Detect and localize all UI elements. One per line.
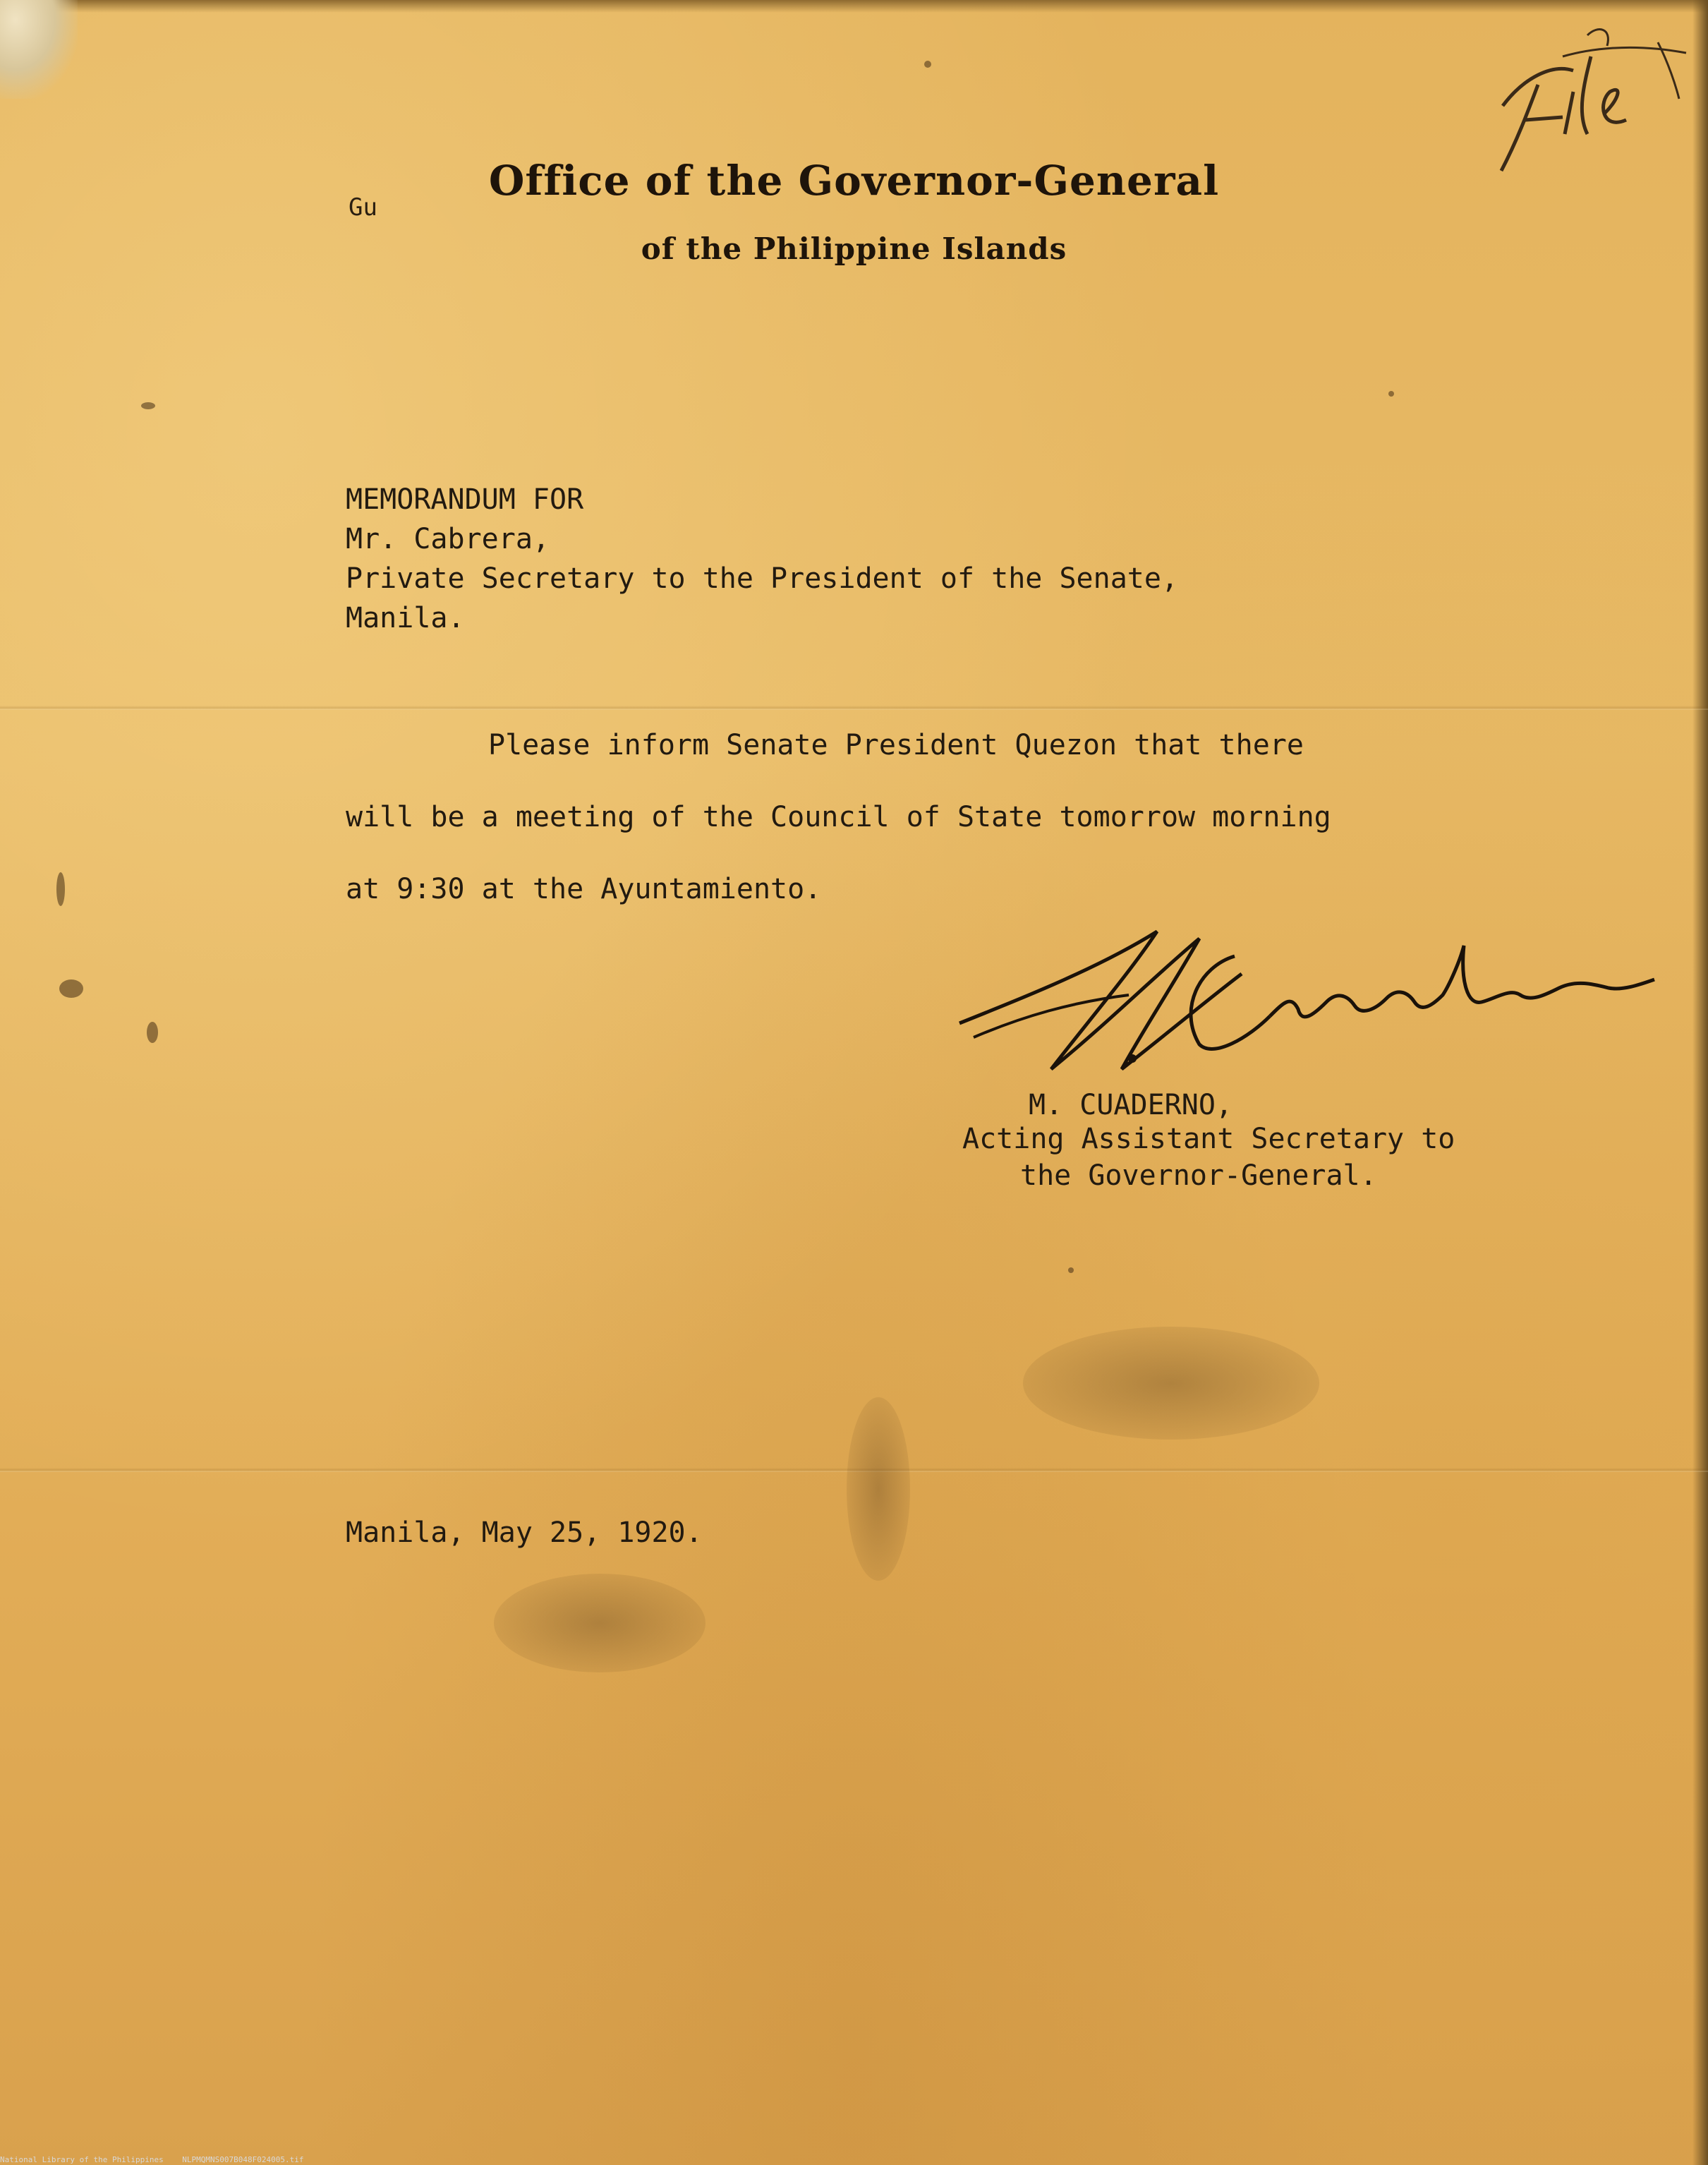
signer-name: M. CUADERNO, [1029, 1089, 1232, 1121]
paper-fold-line [0, 706, 1708, 710]
handwritten-file-note-drawing [1446, 14, 1708, 176]
paper-smudge [847, 1397, 910, 1581]
memo-addressee-name: Mr. Cabrera, [346, 523, 550, 555]
ink-stain [56, 872, 65, 906]
paper-right-edge [1692, 0, 1708, 2165]
ink-stain [147, 1022, 158, 1043]
memo-body-line: at 9:30 at the Ayuntamiento. [346, 873, 822, 905]
typist-initials: Gu [349, 193, 377, 222]
ink-speck [141, 402, 155, 409]
paper-smudge [1023, 1327, 1319, 1440]
memo-addressee-title: Private Secretary to the President of the Senate, [346, 562, 1179, 595]
letterhead-office-subtitle: of the Philippine Islands [641, 231, 1067, 266]
archive-credit-footer: National Library of the Philippines NLPMQMNS007B048F024005.tif [0, 2155, 304, 2164]
memo-body-line: will be a meeting of the Council of State tomorrow morning [346, 801, 1331, 833]
ink-speck [924, 61, 931, 68]
memo-addressee-city: Manila. [346, 602, 465, 634]
ink-speck [1388, 391, 1394, 397]
ink-speck [1068, 1267, 1074, 1273]
ink-stain [59, 979, 83, 998]
memo-date-line: Manila, May 25, 1920. [346, 1516, 703, 1549]
paper-smudge [494, 1574, 705, 1672]
memo-heading: MEMORANDUM FOR [346, 483, 584, 516]
paper-corner-wear [0, 0, 78, 99]
handwritten-signature-drawing [945, 917, 1665, 1101]
paper-top-edge [0, 0, 1708, 13]
handwritten-signature [945, 917, 1665, 1101]
signer-title-line: the Governor-General. [1020, 1159, 1377, 1192]
handwritten-file-note [1446, 14, 1708, 176]
signer-title-line: Acting Assistant Secretary to [962, 1123, 1455, 1155]
memo-body-line: Please inform Senate President Quezon that there [488, 729, 1304, 761]
letterhead-office-title: Office of the Governor-General [488, 157, 1220, 205]
